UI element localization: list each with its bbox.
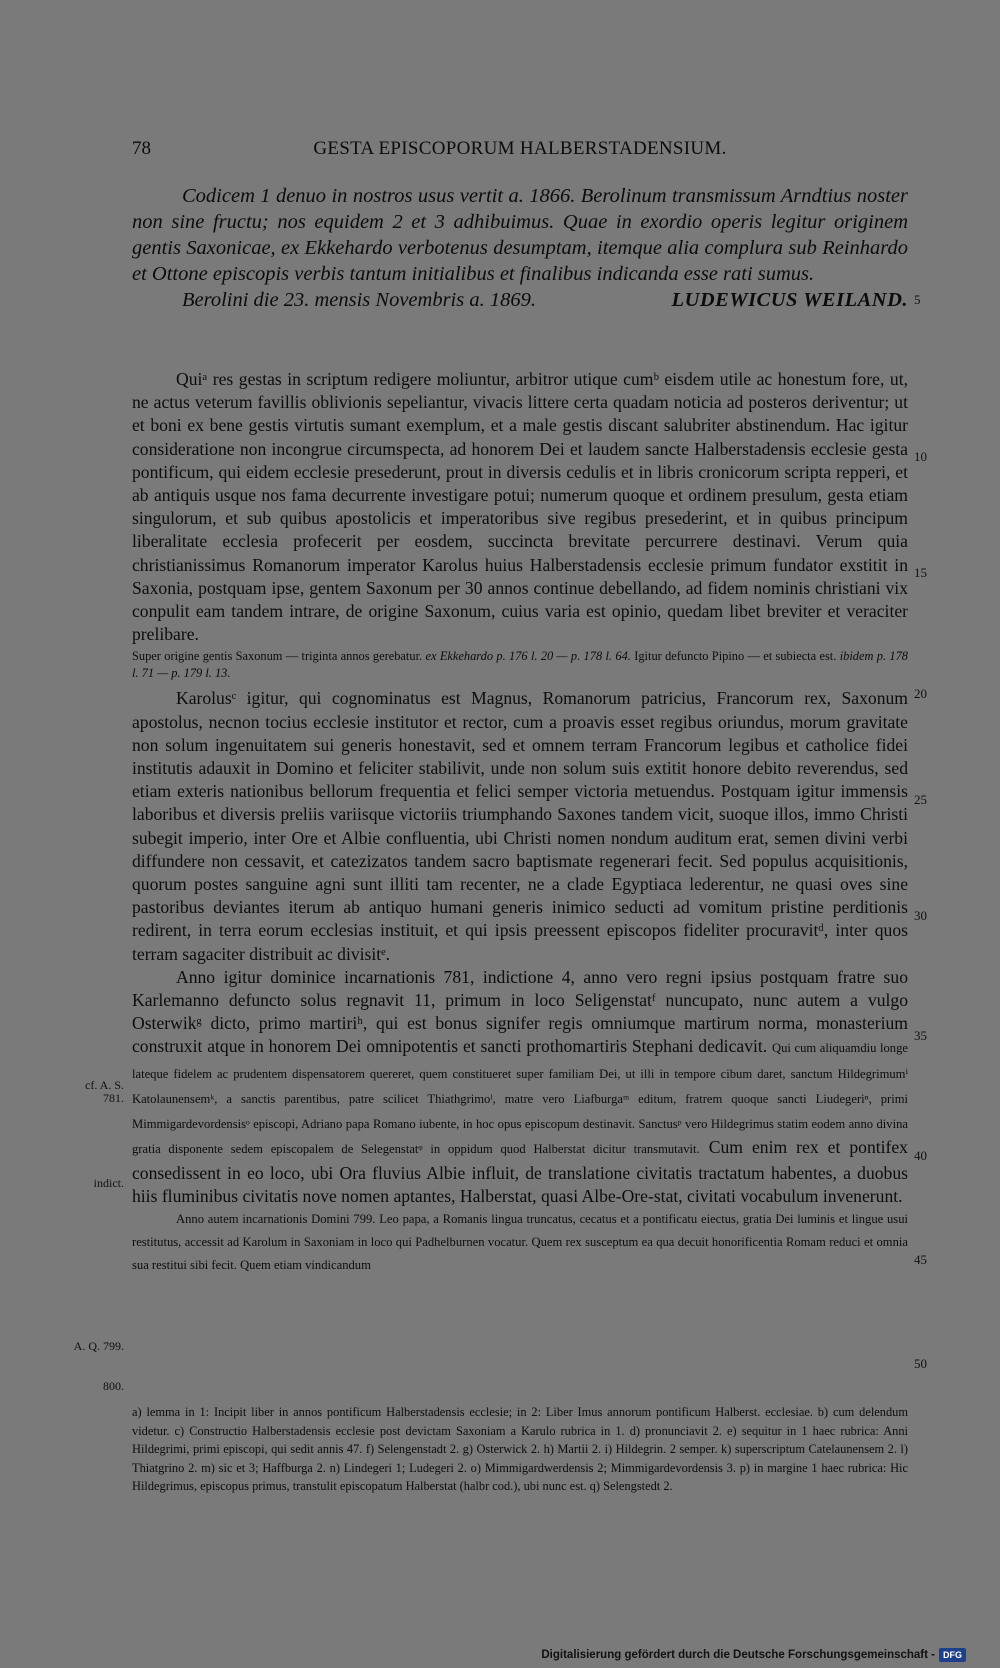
line-number: 5 [914,292,921,307]
page-header [132,138,908,168]
critical-apparatus [132,1403,908,1496]
line-number: 50 [914,1356,927,1371]
running-title: GESTA EPISCOPORUM HALBERSTADENSIUM. [313,138,727,159]
digitization-credit [541,1648,966,1662]
para3-main: Anno igitur dominice incarnationis 781, indictione 4, anno vero regni ipsius postquam fratre suo Karlemanno defuncto solus regnavit 11, primum in loco Seligenstatᶠ nuncupato, nunc autem a vulgo Osterwikᵍ dicto, primo martiriʰ, qui est bonus signifer regis omniumque martirum norma, monasterium construxit atque in honorem Dei omnipotentis et sancti prothomartiris Stephani dedicavit. [132,966,908,1057]
margin-note-year-799: A. Q. 799. [73,1339,124,1353]
margin-note-year-781: 781. [103,1091,124,1105]
omitted-passage-note [132,648,908,681]
line-number: 10 [914,449,927,464]
line-number: 40 [914,1148,927,1163]
line-number: 25 [914,792,927,807]
page-number: 78 [132,138,151,159]
margin-note-year-800: 800. [103,1379,124,1393]
paragraph-anno-799: Anno autem incarnationis Domini 799. Leo papa, a Romanis lingua truncatus, cecatus et a pontificatu eiectus, gratia Dei luminis et lingue usui restitutus, accessit ad Karolum in Saxoniam in loco qui Padhelburnen vocatur. Quem rex susceptum ea qua decuit honorificentia Romam reduci et omnia sua restitui sibi fecit. Quem etiam vindicandum [132,1211,908,1273]
paragraph-karolus: Karolusᶜ igitur, qui cognominatus est Magnus, Romanorum patricius, Francorum rex, Saxonum apostolus, necnon tocius ecclesie institutor et rector, cum a proavis esset regibus oriundus, morum gravitate non solum ingenuitatem sui generis honestavit, sed et omnem terram Francorum legibus et catholice fidei institutis adauxit in Domino et feliciter stabilivit, unde non solum suis extitit honore debito reverendus, sed etiam exteris nationibus bellorum frequentia et felici semper victoria metuendus. Postquam igitur immensis laboribus et diversis preliis variisque victoriis triumphando Saxones tandem vicit, suoque illos, immo Christi subegit imperio, inter Ore et Albie confluentia, ubi Christi nomen nondum auditum erat, semen divini verbi diffundere non cessavit, et catezizatos tandem sacro baptismate regenerari fecit. Sed populus acquisitionis, quorum postes sanguine agni sunt illiti tam recenter, ne a clade Egyptiaca lederentur, ne quasi oves sine pastoribus deviantes iterum ab antiquo humani generis inimico seducti ad vomitum pristine perditionis redirent, in terra eorum ecclesias instituit, et qui ipsis preessent episcopos fideliter procuravitᵈ, inter quos terram sagaciter distribuit ac divisitᵉ. [132,688,908,964]
para3-end: Cum enim rex et pontifex consedissent in eo loco, ubi Ora fluvius Albie influit, de translatione civitatis tractatum habentes, a duobus hiis fluminibus civitatis nove nomen aptantes, Halberstat, quasi Albe-Ore-stat, civitati vocabulum invenerunt. [132,1137,908,1206]
credit-text: Digitalisierung gefördert durch die Deutsche Forschungsgemeinschaft - [541,1649,935,1661]
note-ref-1: ex Ekkehardo p. 176 l. 20 — p. 178 l. 64. [425,649,631,664]
dfg-logo-icon: DFG [939,1648,966,1662]
preface-signoff [132,287,908,313]
para3-small-print: Qui cum aliquamdiu longe lateque fidelem ac prudentem dispensatorem quereret, quem constitueret super familiam Dei, ut illi in tempore cibum daret, sanctum Hildegrimumⁱ Katolaunensemᵏ, a sanctis parentibus, patre scilicet Thiathgrimoˡ, matre vero Liafburgaᵐ editum, fratrem quoque sancti Liudegeriⁿ, primi Mimmigardevordensisᵒ episcopi, Adriano papa Romano iubente, in hoc opus episcopum destinavit. Sanctusᵖ vero Hildegrimus statim eodem anno divina gratia disponente sedem episcopalem de Selegenstatᵠ in oppidum quod Halberstat dicitur transmutavit. [132,1041,908,1157]
line-number: 45 [914,1252,927,1267]
note-ref-2: ibidem p. 178 l. 71 — p. 179 l. 13. [132,649,908,680]
line-number: 35 [914,1028,927,1043]
paragraph-prologue: Quiᵃ res gestas in scriptum redigere moliuntur, arbitror utique cumᵇ eisdem utile ac honestum fore, ut, ne actus veterum favillis oblivionis sepeliantur, vivacis littere certa quadam noticia ad posteros deriventur; ut et boni ex bene gestis virtutis sumant exemplum, et a male gestis discant salubriter abstinendum. Hac igitur consideratione non incongrue circumspecta, ad honorem Dei et laudem sancte Halberstadensis ecclesie gesta pontificum, qui eidem ecclesie presederunt, prout in diversis cedulis et in libris cronicorum scripta repperi, et ab antiquis usque nos fama decurrente investigare potui; numerum quoque et ordinem presulum, gesta etiam singulorum, et sub quibus apostolicis et imperatoribus sive regibus presederint, et in quibus principum liberalitate ecclesia profecerit per eosdem, succincta brevitate percurrere destinavi. Verum quia christianissimus Romanorum imperator Karolus huius Halberstadensis ecclesie primum fundator exstitit in Saxonia, postquam ipse, gentem Saxonum per 30 annos continue debellando, ad fidem nominis christiani vix conpulit eam tandem intrare, de origine Saxonum, cuius varia est opinio, quedam libet breviter et veraciter prelibare. [132,369,908,645]
editor-signature: LUDEWICUS WEILAND. [671,289,908,311]
line-number: 15 [914,565,927,580]
margin-note-indict: indict. [93,1176,124,1190]
main-text [132,368,908,1278]
paragraph-anno-781 [132,966,908,1208]
place-date: Berolini die 23. mensis Novembris a. 1869. [182,289,536,311]
line-number: 20 [914,686,927,701]
preface-text: Codicem 1 denuo in nostros usus vertit a. 1866. Berolinum transmissum Arndtius noster non sine fructu; nos equidem 2 et 3 adhibuimus. Quae in exordio operis legitur originem gentis Saxonicae, ex Ekkehardo verbotenus desumptam, itemque alia complura sub Reinhardo et Ottone episcopis verbis tantum initialibus et finalibus indicanda esse rati sumus. [132,185,908,285]
editor-preface [132,183,908,313]
margin-note-cf-as: cf. A. S. [85,1078,124,1092]
note-mid: Igitur defuncto Pipino — et subiecta est. [634,649,837,664]
line-number: 30 [914,908,927,923]
note-lead: Super origine gentis Saxonum — triginta annos gerebatur. [132,649,423,664]
footnotes-text: a) lemma in 1: Incipit liber in annos pontificum Halberstadensis ecclesie; in 2: Liber Imus annorum pontificum Halberst. ecclesiae. b) cum delendum videtur. c) Constructio Halberstadensis ecclesie post devictam Saxoniam a Karulo rubrica in 1. d) pronunciavit 2. e) sequitur in 1 haec rubrica: Anni Hildegrimi, primi episcopi, qui sedit annis 47. f) Selengenstadt 2. g) Osterwick 2. h) Martii 2. i) Hildegrin. 2 semper. k) superscriptum Catelaunensem 2. l) Thiatgrino 2. m) sic et 3; Haffburga 2. n) Lindegeri 1; Ludegeri 2. o) Mimmigardwerdensis 2; Mimmigardevordensis 3. p) in margine 1 haec rubrica: Hic Hildegrimus, episcopus primus, transtulit episcopatum Halberstat (halbr cod.), ubi nunc est. q) Selengstedt 2. [132,1405,908,1494]
